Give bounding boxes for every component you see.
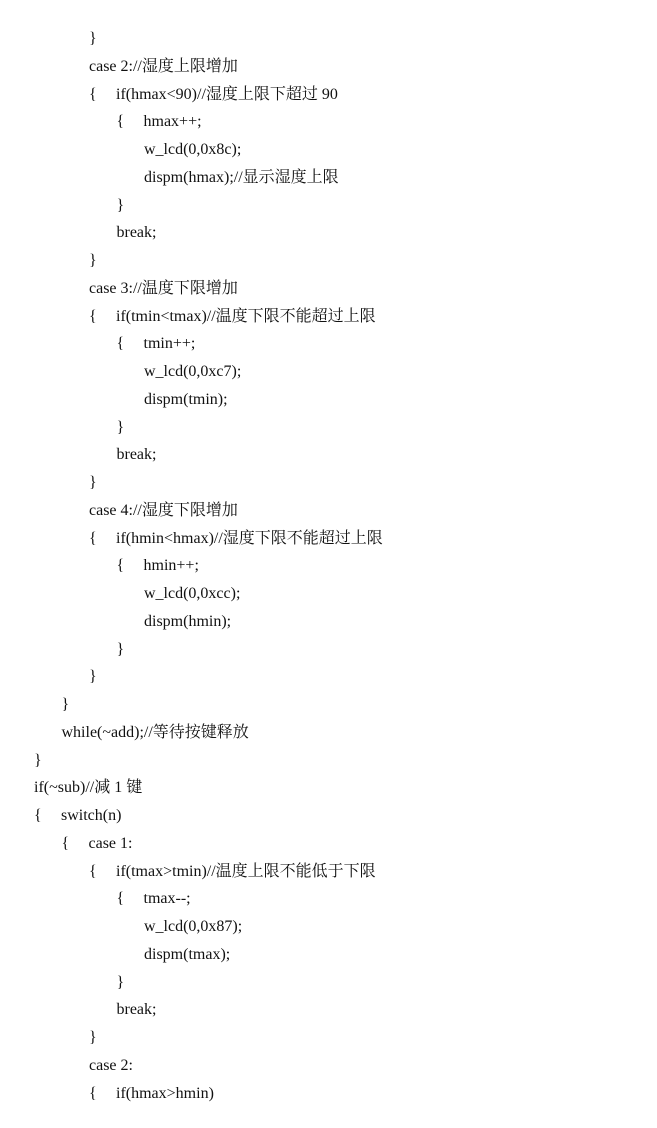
code-text: case 2://湿度上限增加	[89, 57, 238, 75]
code-line	[0, 497, 657, 525]
code-text: case 4://湿度下限增加	[89, 501, 238, 519]
code-line	[0, 941, 657, 969]
code-line	[0, 885, 657, 913]
code-brace: }	[61, 696, 70, 713]
code-brace: {	[89, 85, 97, 103]
code-text: dispm(tmax);	[144, 945, 231, 963]
code-text: if(hmin<hmax)//湿度下限不能超过上限	[116, 529, 383, 547]
code-text: tmin++;	[143, 335, 196, 353]
code-text: w_lcd(0,0xc7);	[144, 363, 242, 380]
code-line	[0, 608, 657, 636]
code-line	[0, 858, 657, 886]
code-brace: {	[34, 807, 42, 824]
code-text: w_lcd(0,0xcc);	[144, 585, 241, 602]
code-text: case 3://温度下限增加	[89, 279, 238, 297]
code-brace: }	[89, 1029, 97, 1046]
code-line	[0, 691, 657, 719]
code-text: switch(n)	[61, 807, 122, 824]
code-text: hmax++;	[143, 113, 202, 131]
code-line	[0, 969, 657, 997]
code-brace: }	[89, 474, 97, 491]
code-line	[0, 136, 657, 164]
code-text: case 2:	[89, 1056, 133, 1074]
code-text: break;	[116, 446, 157, 464]
code-brace: }	[116, 640, 125, 658]
code-line	[0, 913, 657, 941]
code-line	[0, 358, 657, 386]
code-line	[0, 219, 657, 247]
code-brace: {	[89, 307, 97, 325]
code-line	[0, 802, 657, 830]
code-line	[0, 25, 657, 53]
code-brace: }	[34, 751, 42, 769]
code-line	[0, 747, 657, 775]
code-text: tmax--;	[143, 890, 191, 908]
code-text: dispm(hmin);	[144, 612, 232, 630]
code-line	[0, 469, 657, 497]
code-line	[0, 192, 657, 220]
code-brace: }	[116, 418, 125, 436]
code-listing	[0, 25, 657, 1107]
code-line	[0, 441, 657, 469]
code-line	[0, 53, 657, 81]
code-text: if(hmax<90)//湿度上限下超过 90	[116, 85, 338, 103]
code-text: dispm(hmax);//显示湿度上限	[144, 168, 339, 186]
code-line	[0, 580, 657, 608]
code-line	[0, 386, 657, 414]
code-text: w_lcd(0,0x8c);	[144, 141, 242, 158]
code-line	[0, 663, 657, 691]
code-text: if(tmax>tmin)//温度上限不能低于下限	[116, 862, 376, 880]
code-line	[0, 164, 657, 192]
code-brace: }	[116, 973, 125, 991]
code-line	[0, 830, 657, 858]
code-brace: {	[116, 890, 125, 908]
code-brace: {	[116, 557, 125, 575]
code-brace: {	[89, 862, 97, 880]
code-line	[0, 81, 657, 109]
code-brace: {	[89, 1084, 97, 1102]
code-line	[0, 414, 657, 442]
code-brace: {	[61, 834, 70, 852]
code-brace: {	[116, 113, 125, 131]
code-brace: }	[89, 668, 97, 686]
code-line	[0, 996, 657, 1024]
code-brace: }	[89, 252, 97, 269]
code-text: break;	[116, 224, 157, 242]
code-line	[0, 719, 657, 747]
code-text: dispm(tmin);	[144, 390, 228, 408]
code-line	[0, 1080, 657, 1108]
code-brace: }	[116, 196, 125, 214]
code-line	[0, 636, 657, 664]
code-text: break;	[116, 1001, 157, 1019]
code-line	[0, 525, 657, 553]
code-line	[0, 247, 657, 275]
code-text: if(hmax>hmin)	[116, 1084, 214, 1102]
code-line	[0, 552, 657, 580]
code-text: while(~add);//等待按键释放	[61, 723, 249, 741]
code-line	[0, 1052, 657, 1080]
code-line	[0, 1024, 657, 1052]
code-brace: {	[116, 335, 125, 353]
code-line	[0, 108, 657, 136]
code-text: case 1:	[88, 834, 133, 852]
code-line	[0, 303, 657, 331]
code-text: hmin++;	[143, 557, 199, 575]
code-brace: }	[89, 30, 97, 47]
code-text: w_lcd(0,0x87);	[144, 918, 243, 935]
code-line	[0, 330, 657, 358]
code-line	[0, 275, 657, 303]
code-text: if(tmin<tmax)//温度下限不能超过上限	[116, 307, 376, 325]
code-text: if(~sub)//减 1 键	[34, 779, 143, 797]
code-brace: {	[89, 529, 97, 547]
code-line	[0, 774, 657, 802]
